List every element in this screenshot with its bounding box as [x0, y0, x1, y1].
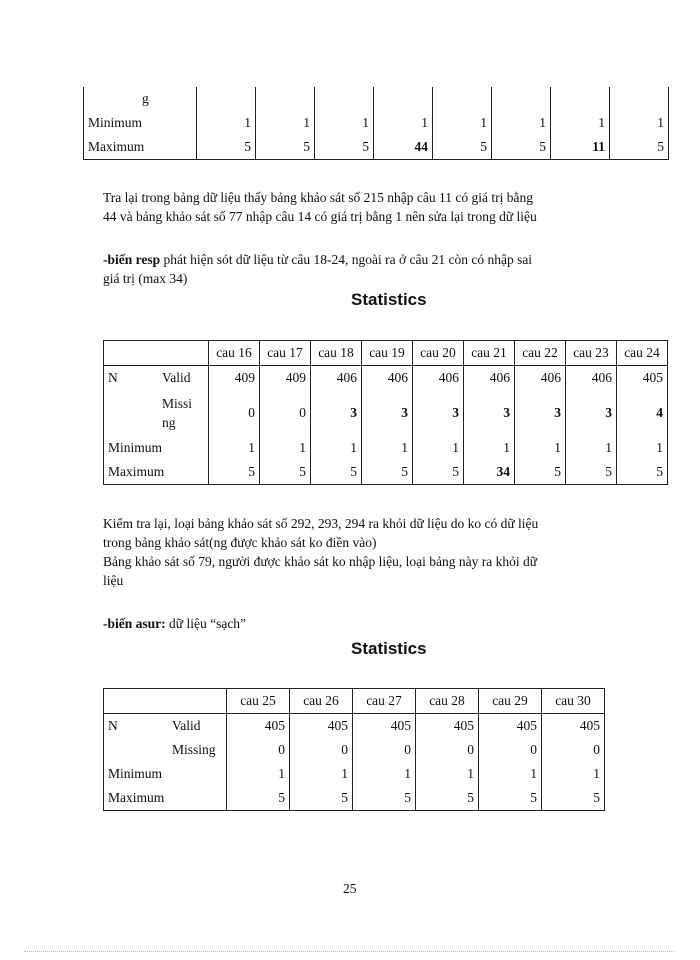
variable-label: -biến resp: [103, 252, 161, 267]
row-sublabel: Missing: [168, 738, 227, 762]
value-cell: 0: [479, 738, 542, 762]
value-cell: 5: [492, 135, 551, 160]
table-row: [104, 738, 605, 762]
statistics-table-cau25-30: [103, 688, 605, 811]
value-cell: 0: [227, 738, 290, 762]
text-line: 44 và bảng khảo sát số 77 nhập câu 14 có giá trị bằng 1 nên sửa lại trong dữ liệu: [103, 209, 537, 224]
column-header: cau 23: [566, 341, 617, 366]
value-cell: 405: [416, 714, 479, 739]
value-cell: 1: [374, 111, 433, 135]
value-cell: 3: [566, 390, 617, 436]
value-cell: 3: [311, 390, 362, 436]
table-row: [104, 366, 668, 391]
value-cell: 3: [413, 390, 464, 436]
table-row: [104, 436, 668, 460]
value-cell: 0: [290, 738, 353, 762]
value-cell: 405: [227, 714, 290, 739]
value-cell: 5: [433, 135, 492, 160]
note-paragraph-2: [103, 250, 532, 288]
value-cell: 1: [362, 436, 413, 460]
value-cell: 5: [413, 460, 464, 485]
page-bottom-divider: [24, 951, 674, 952]
value-cell: 1: [315, 111, 374, 135]
column-header: cau 22: [515, 341, 566, 366]
row-sublabel: Missi ng: [158, 390, 209, 436]
text-line: dữ liệu “sạch”: [165, 616, 247, 631]
table-row: [104, 762, 605, 786]
row-label: Minimum: [104, 436, 209, 460]
value-cell: 44: [374, 135, 433, 160]
value-cell: 5: [256, 135, 315, 160]
value-cell: 5: [209, 460, 260, 485]
value-cell: 1: [290, 762, 353, 786]
table-row: [104, 786, 605, 811]
value-cell: 0: [353, 738, 416, 762]
statistics-table-continued: [83, 87, 669, 160]
column-header: cau 21: [464, 341, 515, 366]
value-cell: 409: [209, 366, 260, 391]
value-cell: 1: [260, 436, 311, 460]
value-cell: 1: [311, 436, 362, 460]
value-cell: 1: [256, 111, 315, 135]
column-header: cau 20: [413, 341, 464, 366]
value-cell: 5: [566, 460, 617, 485]
value-cell: 5: [479, 786, 542, 811]
value-cell: 5: [315, 135, 374, 160]
text-line: liệu: [103, 573, 124, 588]
note-paragraph-1: [103, 188, 537, 226]
table-title: Statistics: [351, 290, 427, 309]
column-header: cau 28: [416, 689, 479, 714]
row-label: Maximum: [104, 786, 227, 811]
table-row: [84, 135, 669, 160]
value-cell: 0: [260, 390, 311, 436]
value-cell: 4: [617, 390, 668, 436]
value-cell: 1: [353, 762, 416, 786]
row-label: Maximum: [84, 135, 197, 160]
value-cell: 5: [362, 460, 413, 485]
value-cell: 1: [566, 436, 617, 460]
row-label: Maximum: [104, 460, 209, 485]
value-cell: 0: [416, 738, 479, 762]
value-cell: 5: [353, 786, 416, 811]
value-cell: 1: [515, 436, 566, 460]
column-header: cau 24: [617, 341, 668, 366]
column-header: cau 19: [362, 341, 413, 366]
value-cell: 409: [260, 366, 311, 391]
value-cell: 405: [290, 714, 353, 739]
value-cell: 406: [311, 366, 362, 391]
value-cell: 405: [353, 714, 416, 739]
value-cell: 5: [290, 786, 353, 811]
column-header: cau 30: [542, 689, 605, 714]
text-line: phát hiện sót dữ liệu từ câu 18-24, ngoài ra ở câu 21 còn có nhập sai: [160, 252, 533, 267]
value-cell: 5: [260, 460, 311, 485]
value-cell: 406: [413, 366, 464, 391]
corner-cell: [104, 689, 227, 714]
table-header-row: [104, 341, 668, 366]
value-cell: 3: [515, 390, 566, 436]
row-label: Minimum: [104, 762, 227, 786]
value-cell: 5: [542, 786, 605, 811]
table-row: [84, 87, 669, 111]
table-header-row: [104, 689, 605, 714]
statistics-table-cau16-24: [103, 340, 668, 485]
value-cell: 34: [464, 460, 515, 485]
value-cell: 1: [197, 111, 256, 135]
value-cell: 1: [479, 762, 542, 786]
value-cell: 5: [416, 786, 479, 811]
value-cell: 1: [413, 436, 464, 460]
value-cell: 3: [464, 390, 515, 436]
column-header: cau 29: [479, 689, 542, 714]
value-cell: 406: [362, 366, 413, 391]
column-header: cau 27: [353, 689, 416, 714]
value-cell: 1: [209, 436, 260, 460]
row-group-label: N: [104, 366, 159, 391]
column-header: cau 25: [227, 689, 290, 714]
value-cell: 1: [617, 436, 668, 460]
value-cell: 3: [362, 390, 413, 436]
row-sublabel: Valid: [158, 366, 209, 391]
value-cell: 0: [542, 738, 605, 762]
value-cell: 1: [610, 111, 669, 135]
value-cell: 1: [464, 436, 515, 460]
row-label-fragment: g: [142, 91, 149, 106]
row-label: Minimum: [84, 111, 197, 135]
note-paragraph-3: [103, 514, 538, 590]
value-cell: 1: [433, 111, 492, 135]
value-cell: 406: [566, 366, 617, 391]
value-cell: 5: [610, 135, 669, 160]
value-cell: 1: [492, 111, 551, 135]
value-cell: 5: [311, 460, 362, 485]
value-cell: 0: [209, 390, 260, 436]
value-cell: 5: [227, 786, 290, 811]
value-cell: 405: [542, 714, 605, 739]
text-line: giá trị (max 34): [103, 271, 188, 286]
text-line: Bảng khảo sát số 79, người được khảo sát ko nhập liệu, loại bảng này ra khỏi dữ: [103, 554, 538, 569]
value-cell: 1: [416, 762, 479, 786]
value-cell: 1: [551, 111, 610, 135]
column-header: cau 16: [209, 341, 260, 366]
value-cell: 11: [551, 135, 610, 160]
value-cell: 1: [227, 762, 290, 786]
value-cell: 406: [515, 366, 566, 391]
text-line: Kiểm tra lại, loại bảng khảo sát số 292, 293, 294 ra khỏi dữ liệu do ko có dữ liệu: [103, 516, 539, 531]
table-title: Statistics: [351, 639, 427, 658]
text-line: trong bảng khảo sát(ng được khảo sát ko điền vào): [103, 535, 377, 550]
table-row: [84, 111, 669, 135]
value-cell: 5: [617, 460, 668, 485]
table-row: [104, 390, 668, 436]
value-cell: 406: [464, 366, 515, 391]
value-cell: 5: [197, 135, 256, 160]
column-header: cau 17: [260, 341, 311, 366]
value-cell: 405: [479, 714, 542, 739]
text-line: Tra lại trong bảng dữ liệu thấy bảng khảo sát số 215 nhập câu 11 có giá trị bằng: [103, 190, 533, 205]
column-header: cau 26: [290, 689, 353, 714]
row-sublabel: Valid: [168, 714, 227, 739]
page-number: 25: [343, 881, 357, 896]
note-paragraph-4: [103, 614, 246, 633]
column-header: cau 18: [311, 341, 362, 366]
value-cell: 1: [542, 762, 605, 786]
value-cell: 405: [617, 366, 668, 391]
corner-cell: [104, 341, 209, 366]
table-row: [104, 714, 605, 739]
value-cell: 5: [515, 460, 566, 485]
table-row: [104, 460, 668, 485]
variable-label: -biến asur:: [103, 616, 166, 631]
row-group-label: N: [104, 714, 169, 739]
